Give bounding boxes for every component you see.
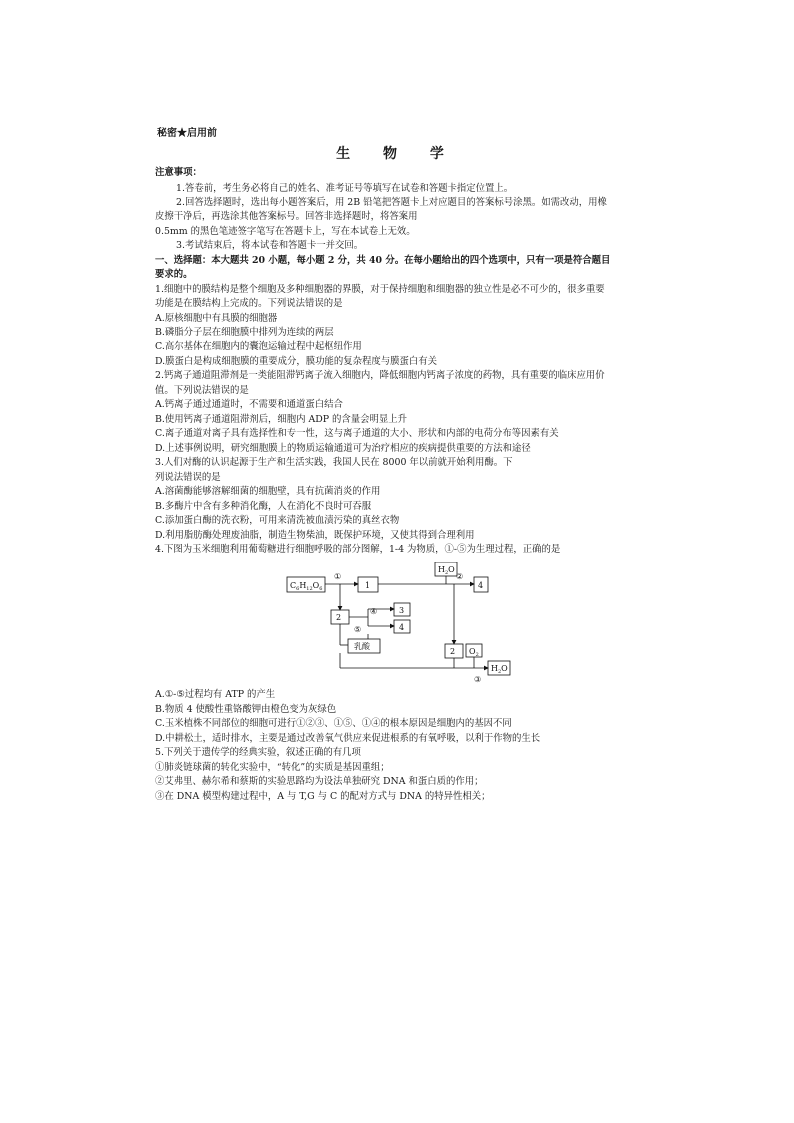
question-1-option-c: C.高尔基体在细胞内的囊泡运输过程中起枢纽作用	[155, 341, 362, 352]
substance-1-label: 1	[365, 581, 371, 590]
notice-item: 2.回答选择题时，选出每小题答案后，用 2B 铅笔把答题卡上对应题目的答案标号涂黑。如需改动，用橡	[176, 197, 607, 208]
question-3-option-a: A.溶菌酶能够溶解细菌的细胞壁，具有抗菌消炎的作用	[155, 486, 381, 497]
question-2-option-c: C.离子通道对离子具有选择性和专一性，这与离子通道的大小、形状和内部的电荷分布等因素有关	[155, 428, 559, 439]
substance-4-top-label: 4	[478, 581, 484, 590]
respiration-diagram	[284, 562, 514, 686]
confidential-label: 秘密★启用前	[157, 128, 217, 139]
question-3-option-d: D.利用脂肪酶处理废油脂，制造生物柴油，既保护环境，又使其得到合理利用	[155, 530, 475, 541]
question-5-item-1: ①肺炎链球菌的转化实验中，“转化”的实质是基因重组；	[155, 762, 390, 773]
question-2-option-b: B.使用钙离子通道阻滞剂后，细胞内 ADP 的含量会明显上升	[155, 414, 408, 425]
oxygen-label: $O_2$	[469, 647, 479, 658]
step-4-label: ④	[370, 607, 378, 616]
page-title: 生 物 学	[336, 146, 458, 162]
step-3-label: ③	[474, 675, 482, 684]
question-4-option-c: C.玉米植株不同部位的细胞可进行①②③、①⑤、①④的根本原因是细胞内的基因不同	[155, 718, 512, 729]
question-5-item-3: ③在 DNA 模型构建过程中，A 与 T,G 与 C 的配对方式与 DNA 的特异性相关；	[155, 791, 491, 802]
glucose-label: $C_6H_{12}O_6$	[290, 581, 323, 592]
question-5-item-2: ②艾弗里、赫尔希和蔡斯的实验思路均为设法单独研究 DNA 和蛋白质的作用；	[155, 776, 484, 787]
substance-2-left-label: 2	[336, 613, 342, 622]
question-4-option-b: B.物质 4 使酸性重铬酸钾由橙色变为灰绿色	[155, 704, 337, 715]
question-2-stem-cont: 值。下列说法错误的是	[155, 385, 249, 396]
question-2-stem: 2.钙离子通道阻滞剂是一类能阻滞钙离子流入细胞内，降低细胞内钙离子浓度的药物，具有重要的临床应用价	[155, 370, 605, 381]
question-4-stem: 4.下图为玉米细胞利用葡萄糖进行细胞呼吸的部分图解，1-4 为物质，①-⑤为生理过程，正确的是	[155, 544, 561, 555]
question-1-option-a: A.原核细胞中有具膜的细胞器	[155, 313, 278, 324]
question-2-option-a: A.钙离子通过通道时，不需要和通道蛋白结合	[155, 399, 343, 410]
question-1-option-d: D.膜蛋白是构成细胞膜的重要成分，膜功能的复杂程度与膜蛋白有关	[155, 356, 438, 367]
question-3-stem: 3.人们对酶的认识起源于生产和生活实践，我国人民在 8000 年以前就开始利用酶。下	[155, 457, 513, 468]
water-top-label: $H_2O$	[438, 565, 455, 576]
question-5-stem: 5.下列关于遗传学的经典实验，叙述正确的有几项	[155, 747, 361, 758]
question-4-option-d: D.中耕松土，适时排水，主要是通过改善氧气供应来促进根系的有氧呼吸，以利于作物的生长	[155, 733, 541, 744]
notice-item: 0.5mm 的黑色笔迹签字笔写在答题卡上，写在本试卷上无效。	[155, 226, 416, 237]
notice-item: 1.答卷前，考生务必将自己的姓名、准考证号等填写在试卷和答题卡指定位置上。	[176, 183, 514, 194]
question-1-stem-cont: 功能是在膜结构上完成的。下列说法错误的是	[155, 298, 343, 309]
step-5-label: ⑤	[354, 625, 362, 634]
water-bottom-label: $H_2O$	[491, 664, 508, 675]
question-3-option-b: B.多酶片中含有多种消化酶，人在消化不良时可吞服	[155, 501, 372, 512]
notice-item: 3.考试结束后，将本试卷和答题卡一并交回。	[176, 240, 364, 251]
question-1-stem: 1.细胞中的膜结构是整个细胞及多种细胞器的界膜，对于保持细胞和细胞器的独立性是必不可少的，很多重要	[155, 284, 605, 295]
substance-4-mid-label: 4	[399, 623, 405, 632]
step-2-label: ②	[456, 572, 464, 581]
question-1-option-b: B.磷脂分子层在细胞膜中排列为连续的两层	[155, 327, 334, 338]
question-4-option-a: A.①-⑤过程均有 ATP 的产生	[155, 689, 276, 700]
lactate-label: 乳酸	[354, 642, 370, 651]
notice-item: 皮擦干净后，再选涂其他答案标号。回答非选择题时，将答案用	[155, 211, 418, 222]
question-3-stem-cont: 列说法错误的是	[155, 472, 221, 483]
section-heading: 一、选择题：本大题共 20 小题，每小题 2 分，共 40 分。在每小题给出的四个选项中，只有一项是符合题目	[155, 255, 611, 266]
step-1-label: ①	[334, 572, 342, 581]
substance-3-label: 3	[399, 606, 405, 615]
substance-2-right-label: 2	[450, 647, 456, 656]
question-3-option-c: C.添加蛋白酶的洗衣粉，可用来清洗被血渍污染的真丝衣物	[155, 515, 400, 526]
notice-heading: 注意事项：	[155, 167, 202, 178]
question-2-option-d: D.上述事例说明，研究细胞膜上的物质运输通道可为治疗相应的疾病提供重要的方法和途径	[155, 443, 531, 454]
section-heading-cont: 要求的。	[155, 269, 193, 280]
